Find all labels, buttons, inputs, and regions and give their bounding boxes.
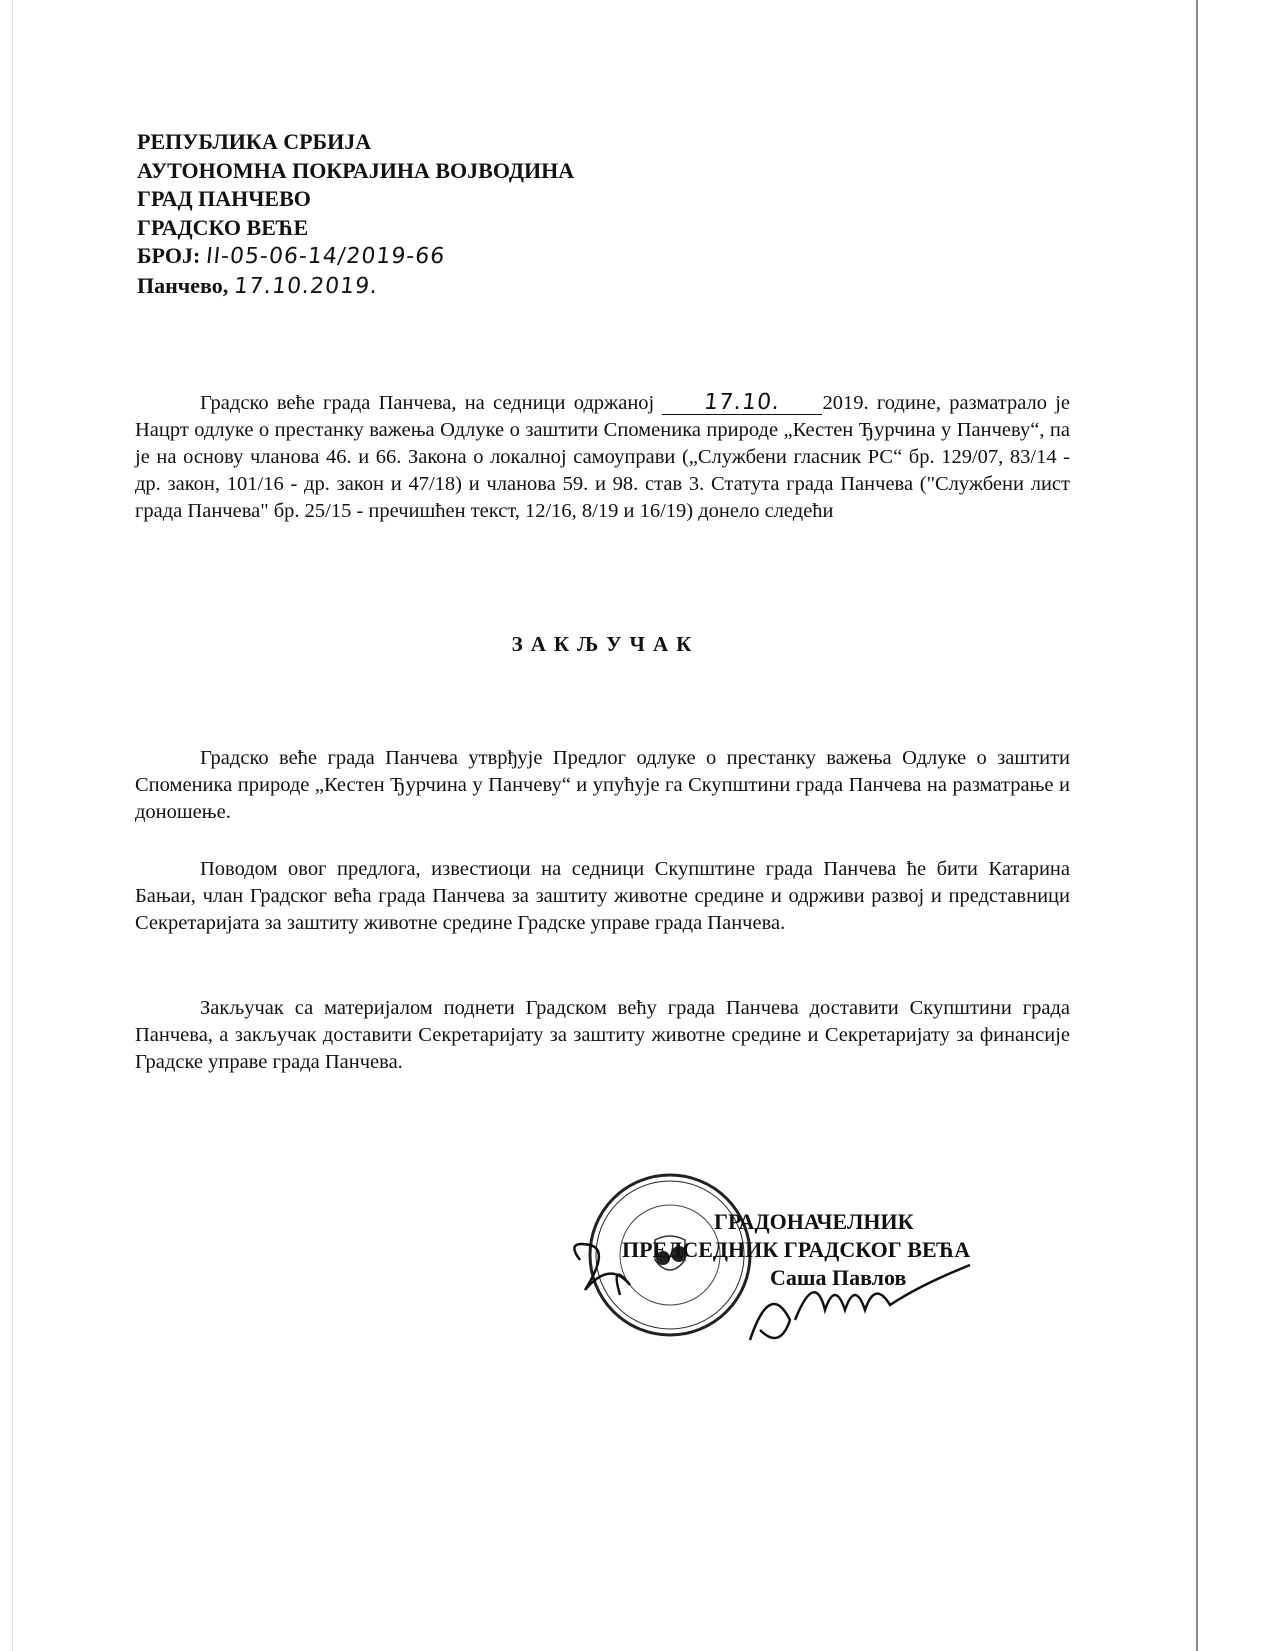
paragraph-1: Градско веће града Панчева утврђује Предлог одлуке о престанку важења Одлуке о заштити Споменика природе „Кестен Ђурчина у Панчеву“ и упућује га Скупштини града Панчева на разматрање и доношење.: [135, 747, 1070, 823]
paragraph-3: Закључак са материјалом поднети Градском већу града Панчева доставити Скупштини града Панчева, а закључак доставити Секретаријату за заштиту животне средине и Секретаријату за финансије Градске управе града Панчева.: [135, 997, 1070, 1073]
date-handwritten: 17.10.2019.: [232, 273, 380, 299]
number-handwritten: II-05-06-14/2019-66: [204, 244, 447, 269]
document-title: ЗАКЉУЧАК: [511, 632, 700, 656]
handwritten-signature: [560, 1220, 1020, 1360]
paragraph-2: Поводом овог предлога, известиоци на седници Скупштине града Панчева ће бити Катарина Бањаи, члан Градског већа града Панчева за заштиту животне средине и одрживи развој и представници Секретаријата за заштиту животне средине Градске управе града Панчева.: [135, 858, 1070, 934]
scan-edge: [1196, 0, 1198, 1651]
signatory-name: Саша Павлов: [770, 1265, 907, 1290]
date-blank: [662, 392, 822, 415]
header-republic: РЕПУБЛИКА СРБИЈА: [137, 129, 372, 154]
scan-edge: [12, 0, 13, 1651]
date-blank-handwritten: 17.10.: [703, 390, 782, 415]
header-council: ГРАДСКО ВЕЋЕ: [137, 214, 309, 240]
header-city: ГРАД ПАНЧЕВО: [137, 186, 311, 211]
intro-paragraph: [135, 390, 1070, 525]
header-number: [137, 242, 574, 272]
number-label: БРОЈ:: [137, 243, 201, 268]
intro-text-1: Градско веће града Панчева, на седници одржаној: [200, 392, 655, 414]
signature-title-mayor: ГРАДОНАЧЕЛНИК: [714, 1209, 914, 1234]
place-label: Панчево,: [137, 272, 229, 298]
intro-text-2: 2019. године, разматрало је Нацрт одлуке о престанку важења Одлуке о заштити Споменика природе „Кестен Ђурчина у Панчеву“, па је на основу чланова 46. и 66. Закона о локалној самоуправи („Службени гласник РС“ бр. 129/07, 83/14 - др. закон, 101/16 - др. закон и 47/18) и чланова 59. и 98. став 3. Статута града Панчева ("Службени лист града Панчева" бр. 25/15 - пречишћен текст, 12/16, 8/19 и 16/19) донело следећи: [135, 392, 1071, 522]
header-place-date: [137, 272, 574, 302]
signature-title-president: ПРЕДСЕДНИК ГРАДСКОГ ВЕЋА: [622, 1237, 971, 1262]
header-province: АУТОНОМНА ПОКРАЈИНА ВОЈВОДИНА: [137, 157, 575, 183]
document-header: [137, 128, 574, 301]
